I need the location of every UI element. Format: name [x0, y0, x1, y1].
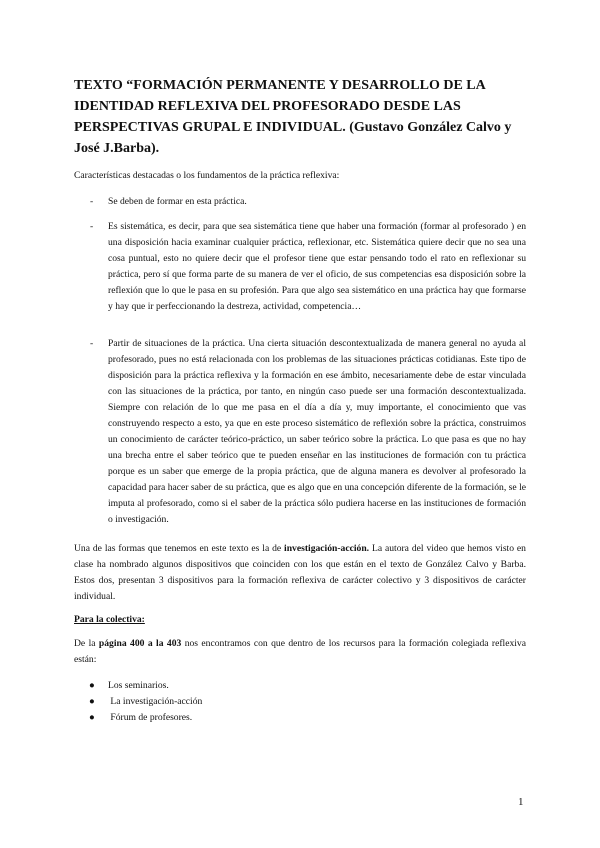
- para1-text-before: Una de las formas que tenemos en este texto es la de: [74, 543, 285, 554]
- document-title: TEXTO “FORMACIÓN PERMANENTE Y DESARROLLO DE LA IDENTIDAD REFLEXIVA DEL PROFESORADO DESDE LAS PERSPECTIVAS GRUPAL E INDIVIDUAL. (Gustavo González Calvo y José J.Barba).: [74, 78, 512, 156]
- page-number: 1: [518, 796, 524, 808]
- list-item-text: Es sistemática, es decir, para que sea sistemática tiene que haber una formación (formar al profesorado ) en una disposición hacia examinar cualquier práctica, reflexionar, etc. Sistemática quiere decir que no sea una cosa puntual, esto no quiere decir que el profesor tiene que estar pensando todo el rato en reflexionar su práctica, pero sí que forma parte de su manera de ver el oficio, de sus competencias esa disposición sobre la reflexión que lo que le pasa en su profesión. Para que algo sea sistemático en una práctica hay que formarse y hay que ir perfeccionando la destreza, actividad, competencia…: [108, 221, 526, 312]
- list-item: [74, 336, 526, 534]
- para2-text-after: nos encontramos con que dentro de los recursos para la formación colegiada reflexiva están:: [74, 638, 526, 665]
- list-item-text: Fórum de profesores.: [108, 712, 193, 723]
- list-item-text: La investigación-acción: [108, 696, 203, 707]
- para1-text-after: La autora del video que hemos visto en clase ha nombrado algunos dispositivos que coinciden con los que están en el texto de González Calvo y Barba. Estos dos, presentan 3 dispositivos para la formación reflexiva de carácter colectivo y 3 dispositivos de carácter individual.: [74, 543, 526, 602]
- bullet-icon: ●: [89, 680, 95, 691]
- resources-list: [74, 678, 374, 726]
- para2-text-before: De la: [74, 638, 99, 649]
- para1-bold-term: investigación-acción.: [284, 543, 370, 554]
- list-item-text: Se deben de formar en esta práctica.: [108, 196, 247, 207]
- list-item: [74, 678, 374, 694]
- intro-text: Características destacadas o los fundamentos de la práctica reflexiva:: [74, 170, 340, 181]
- dash-marker: -: [90, 221, 94, 232]
- paragraph-pages-reference: [74, 636, 526, 668]
- list-item: [74, 710, 374, 726]
- paragraph-investigacion-accion: [74, 541, 526, 605]
- section-heading-colectiva: Para la colectiva:: [74, 614, 145, 625]
- list-item: [74, 219, 526, 331]
- bullet-icon: ●: [89, 696, 95, 707]
- list-item: [74, 194, 526, 210]
- list-item-text: Partir de situaciones de la práctica. Una cierta situación descontextualizada de manera general no ayuda al profesorado, pues no está relacionada con los problemas de las situaciones prácticas cotidianas. Este tipo de disposición para la práctica reflexiva y la formación en ese ámbito, necesariamente debe de estar vinculada con las situaciones de la práctica, por tanto, en ningún caso puede ser una formación descontextualizada. Siempre con relación de lo que me pasa en el día a día y, muy importante, el conocimiento que vas construyendo respecto a esto, ya que en este proceso sistemático de reflexión sobre la práctica, construimos un conocimiento de carácter teórico-práctico, un saber teórico sobre la práctica. Lo que pasa es que no hay una brecha entre el saber teórico que te pueden enseñar en las instituciones de formación con tu práctica porque es un saber que emerge de la propia práctica, que de alguna manera es devolver al profesorado la capacidad para hacer saber de su práctica, que es algo que en una concepción diferente de la formación, se le imputa al profesorado, como si el saber de la práctica sólo pudiera hacerse en las instituciones de formación o investigación.: [108, 338, 526, 525]
- dash-marker: -: [90, 196, 94, 207]
- para2-bold-pages: página 400 a la 403: [98, 638, 182, 649]
- list-item-text: Los seminarios.: [108, 680, 169, 691]
- list-item: [74, 694, 374, 710]
- dash-marker: -: [90, 338, 94, 349]
- bullet-icon: ●: [89, 712, 95, 723]
